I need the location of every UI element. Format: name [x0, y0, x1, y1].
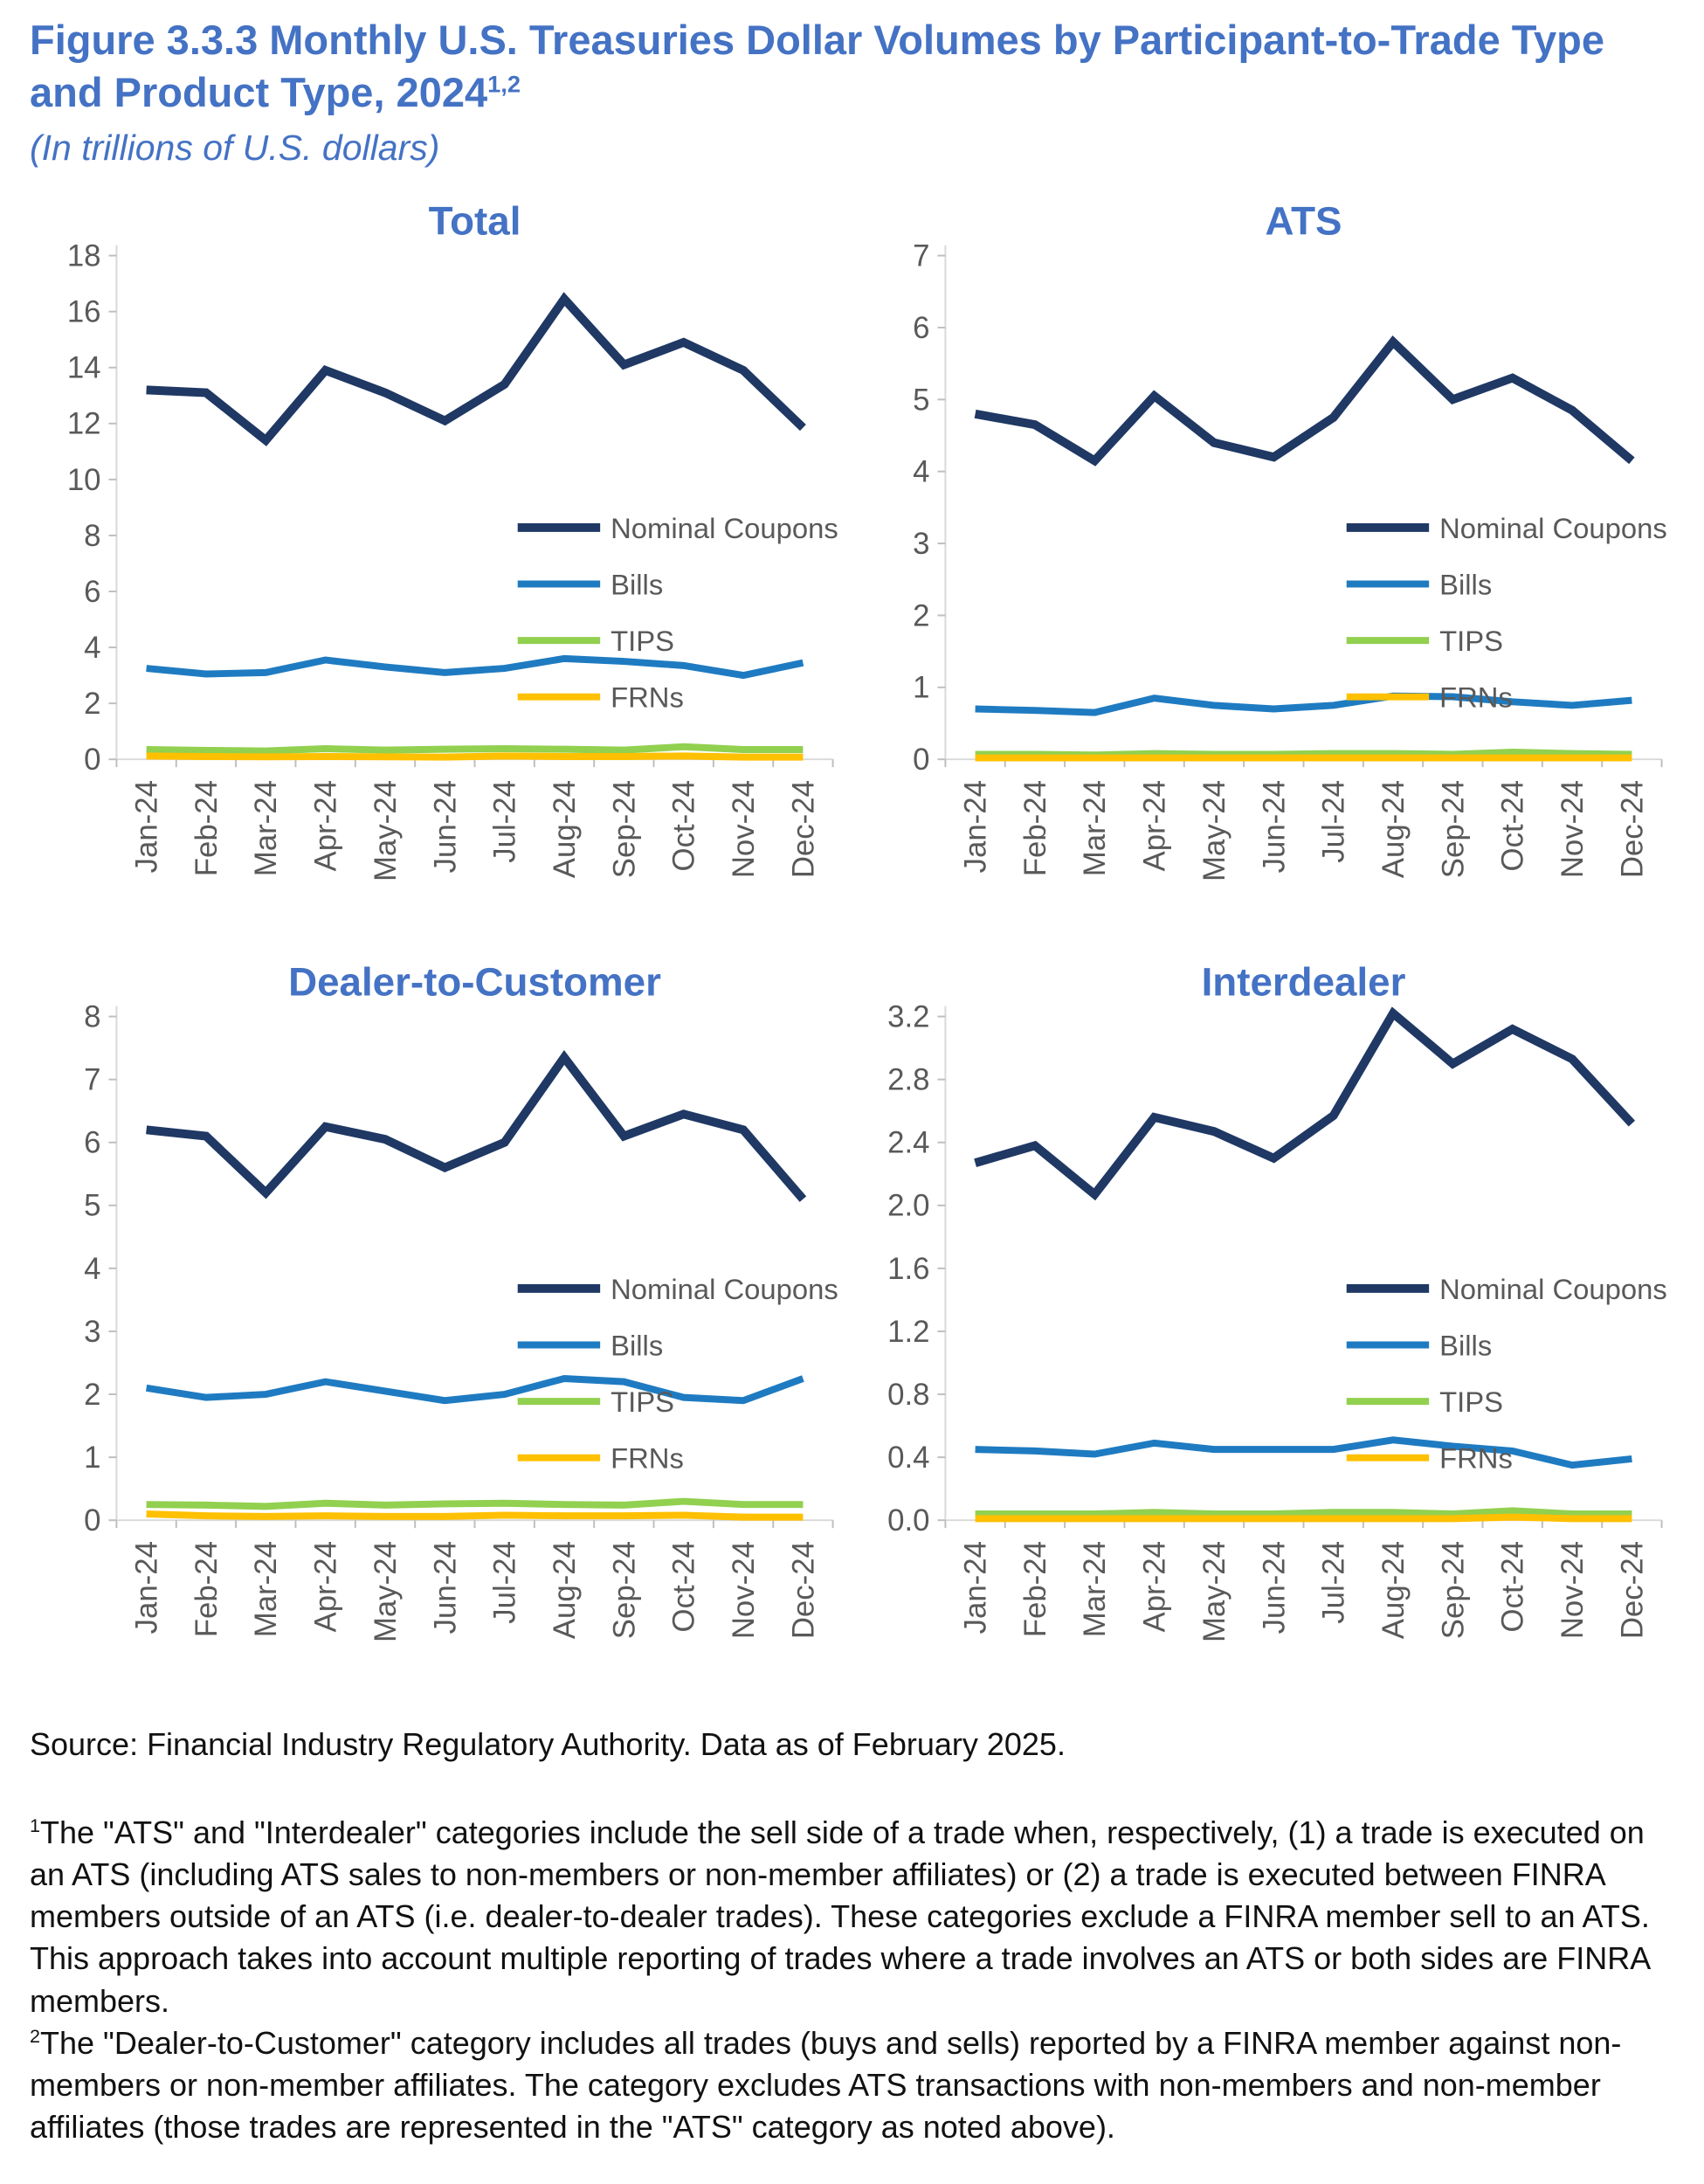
y-axis-tick-label: 3	[912, 528, 930, 562]
x-axis-label-nov-24: Nov-24	[727, 780, 761, 879]
y-axis-tick-label: 2.0	[886, 1190, 930, 1224]
footnote-1-text: The "ATS" and "Interdealer" categories include the sell side of a trade when, respectively, (1) a trade is executed on an ATS (including ATS sales to non-members or non-member affiliates) or (2) a trade is executed between FINRA members outside of an ATS (i.e. dealer-to-dealer trades). These categories exclude a FINRA member sell to an ATS. This approach takes into account multiple reporting of trades where a trade involves an ATS or both sides are FINRA members.	[30, 1814, 1650, 2019]
footnote-1	[30, 1812, 1674, 2022]
x-axis-label-nov-24: Nov-24	[727, 1541, 761, 1640]
x-axis-label-apr-24: Apr-24	[309, 1541, 343, 1633]
series-line-bills	[147, 659, 804, 675]
y-axis-tick-label: 0.4	[886, 1441, 930, 1476]
chart-dealer-to-customer-svg	[30, 956, 846, 1685]
source-line: Source: Financial Industry Regulatory Authority. Data as of February 2025.	[30, 1726, 1066, 1763]
x-axis-label-mar-24: Mar-24	[1078, 1541, 1112, 1638]
x-axis-label-feb-24: Feb-24	[190, 1541, 224, 1638]
x-axis-label-dec-24: Dec-24	[787, 1541, 821, 1640]
legend-label-frns: FRNs	[611, 1442, 684, 1476]
footnote-1-marker: 1	[30, 1814, 41, 1836]
chart-total	[30, 195, 846, 924]
x-axis-label-jun-24: Jun-24	[429, 1541, 463, 1635]
x-axis-label-feb-24: Feb-24	[1018, 1541, 1052, 1638]
legend-label-nominal-coupons: Nominal Coupons	[1438, 512, 1667, 545]
chart-dealer-to-customer	[30, 956, 846, 1685]
legend-label-frns: FRNs	[1438, 681, 1513, 714]
x-axis-label-jul-24: Jul-24	[488, 1541, 522, 1625]
y-axis-tick-label: 4	[84, 1253, 101, 1287]
x-axis-label-jan-24: Jan-24	[130, 1541, 164, 1635]
figure-title	[30, 14, 1674, 119]
x-axis-label-feb-24: Feb-24	[1018, 780, 1052, 877]
figure-header	[30, 14, 1674, 169]
footnote-2-text: The "Dealer-to-Customer" category includes all trades (buys and sells) reported by a FINRA member against non-members or non-member affiliates. The category excludes ATS transactions with non-members and non-member affiliates (those trades are represented in the "ATS" category as noted above).	[30, 2024, 1622, 2146]
x-axis-label-aug-24: Aug-24	[1376, 780, 1411, 879]
series-line-frns	[975, 1517, 1632, 1519]
chart-interdealer	[859, 956, 1675, 1685]
x-axis-label-nov-24: Nov-24	[1556, 1541, 1590, 1640]
legend-label-bills: Bills	[1438, 1329, 1492, 1362]
x-axis-label-oct-24: Oct-24	[1496, 780, 1530, 872]
legend-label-bills: Bills	[611, 1329, 664, 1362]
figure-subtitle: (In trillions of U.S. dollars)	[30, 128, 440, 169]
x-axis-label-jan-24: Jan-24	[959, 780, 993, 874]
series-line-nominal-coupons	[147, 1058, 804, 1199]
y-axis-tick-label: 2	[84, 1379, 101, 1413]
y-axis-tick-label: 8	[84, 520, 101, 554]
y-axis-tick-label: 7	[84, 1063, 101, 1097]
x-axis-label-jul-24: Jul-24	[488, 780, 522, 864]
chart-title-ats: ATS	[1264, 199, 1342, 245]
x-axis-label-jul-24: Jul-24	[1317, 780, 1351, 864]
chart-title-interdealer: Interdealer	[1201, 960, 1405, 1006]
x-axis-label-aug-24: Aug-24	[548, 1541, 582, 1640]
series-line-bills	[147, 1379, 804, 1400]
y-axis-tick-label: 1	[84, 1441, 101, 1476]
x-axis-label-sep-24: Sep-24	[1436, 1541, 1470, 1640]
y-axis-tick-label: 7	[912, 239, 930, 273]
legend-label-tips: TIPS	[1438, 625, 1503, 658]
y-axis-tick-label: 2.4	[886, 1127, 930, 1161]
y-axis-tick-label: 3.2	[886, 1000, 930, 1034]
x-axis-label-apr-24: Apr-24	[309, 780, 343, 872]
figure-title-line1: Figure 3.3.3 Monthly U.S. Treasuries Dollar Volumes by Participant-to-Trade Type	[30, 17, 1604, 63]
y-axis-tick-label: 6	[84, 576, 101, 610]
series-line-nominal-coupons	[975, 1013, 1632, 1194]
chart-ats-svg	[859, 195, 1675, 924]
y-axis-tick-label: 2	[84, 688, 101, 722]
legend-label-tips: TIPS	[611, 625, 674, 658]
legend-label-nominal-coupons: Nominal Coupons	[611, 512, 838, 545]
series-line-nominal-coupons	[147, 300, 804, 441]
x-axis-label-mar-24: Mar-24	[250, 1541, 284, 1638]
x-axis-label-dec-24: Dec-24	[1615, 1541, 1649, 1640]
legend-label-tips: TIPS	[1438, 1386, 1503, 1419]
x-axis-label-jan-24: Jan-24	[959, 1541, 993, 1635]
y-axis-tick-label: 16	[66, 295, 101, 329]
y-axis-tick-label: 1.6	[886, 1253, 930, 1287]
y-axis-tick-label: 2.8	[886, 1063, 930, 1097]
series-line-bills	[975, 696, 1632, 713]
figure-title-superscript: 1,2	[487, 70, 521, 98]
figure-footer	[30, 1724, 1674, 2148]
legend-label-bills: Bills	[611, 568, 664, 601]
figure-title-line2: and Product Type, 2024	[30, 69, 488, 116]
y-axis-tick-label: 6	[912, 312, 930, 346]
y-axis-tick-label: 3	[84, 1316, 101, 1350]
x-axis-label-sep-24: Sep-24	[608, 780, 642, 879]
x-axis-label-feb-24: Feb-24	[190, 780, 224, 877]
x-axis-label-oct-24: Oct-24	[667, 780, 701, 872]
x-axis-label-dec-24: Dec-24	[787, 780, 821, 879]
y-axis-tick-label: 0	[84, 1504, 101, 1538]
y-axis-tick-label: 5	[912, 384, 930, 418]
x-axis-label-may-24: May-24	[1197, 1541, 1231, 1643]
y-axis-tick-label: 5	[84, 1190, 101, 1224]
y-axis-tick-label: 0	[84, 743, 101, 778]
series-line-nominal-coupons	[975, 342, 1632, 461]
legend-label-frns: FRNs	[1438, 1442, 1513, 1476]
x-axis-label-jan-24: Jan-24	[130, 780, 164, 874]
legend-label-bills: Bills	[1438, 568, 1492, 601]
chart-title-total: Total	[428, 199, 521, 245]
x-axis-label-may-24: May-24	[369, 780, 403, 882]
chart-title-dealer-to-customer: Dealer-to-Customer	[288, 960, 661, 1006]
x-axis-label-sep-24: Sep-24	[1436, 780, 1470, 879]
legend-label-nominal-coupons: Nominal Coupons	[1438, 1273, 1667, 1306]
y-axis-tick-label: 4	[912, 455, 930, 489]
chart-total-svg	[30, 195, 846, 924]
y-axis-tick-label: 10	[66, 464, 101, 498]
x-axis-label-aug-24: Aug-24	[1376, 1541, 1411, 1640]
x-axis-label-mar-24: Mar-24	[250, 780, 284, 877]
y-axis-tick-label: 0	[912, 743, 930, 778]
series-line-tips	[147, 1502, 804, 1507]
y-axis-tick-label: 4	[84, 632, 101, 666]
x-axis-label-jun-24: Jun-24	[1257, 1541, 1291, 1635]
legend-label-nominal-coupons: Nominal Coupons	[611, 1273, 838, 1306]
x-axis-label-may-24: May-24	[369, 1541, 403, 1643]
y-axis-tick-label: 2	[912, 599, 930, 633]
x-axis-label-apr-24: Apr-24	[1138, 780, 1172, 872]
y-axis-tick-label: 18	[66, 239, 101, 273]
legend-label-tips: TIPS	[611, 1386, 674, 1419]
y-axis-tick-label: 0.0	[886, 1504, 930, 1538]
series-line-tips	[975, 1511, 1632, 1515]
x-axis-label-jul-24: Jul-24	[1317, 1541, 1351, 1625]
x-axis-label-mar-24: Mar-24	[1078, 780, 1112, 877]
y-axis-tick-label: 1.2	[886, 1316, 930, 1350]
x-axis-label-sep-24: Sep-24	[608, 1541, 642, 1640]
x-axis-label-aug-24: Aug-24	[548, 780, 582, 879]
x-axis-label-oct-24: Oct-24	[1496, 1541, 1530, 1633]
series-line-tips	[147, 747, 804, 751]
x-axis-label-jun-24: Jun-24	[429, 780, 463, 874]
x-axis-label-oct-24: Oct-24	[667, 1541, 701, 1633]
chart-interdealer-svg	[859, 956, 1675, 1685]
footnote-2	[30, 2022, 1674, 2149]
x-axis-label-may-24: May-24	[1197, 780, 1231, 882]
legend-label-frns: FRNs	[611, 681, 684, 714]
x-axis-label-nov-24: Nov-24	[1556, 780, 1590, 879]
y-axis-tick-label: 14	[66, 351, 101, 385]
y-axis-tick-label: 12	[66, 408, 101, 442]
series-line-frns	[147, 1514, 804, 1517]
x-axis-label-dec-24: Dec-24	[1615, 780, 1649, 879]
x-axis-label-apr-24: Apr-24	[1138, 1541, 1172, 1633]
footnote-2-marker: 2	[30, 2024, 41, 2047]
y-axis-tick-label: 1	[912, 672, 930, 706]
y-axis-tick-label: 0.8	[886, 1379, 930, 1413]
series-line-bills	[975, 1441, 1632, 1466]
x-axis-label-jun-24: Jun-24	[1257, 780, 1291, 874]
y-axis-tick-label: 8	[84, 1000, 101, 1034]
charts-grid	[30, 195, 1674, 1685]
chart-ats	[859, 195, 1675, 924]
y-axis-tick-label: 6	[84, 1127, 101, 1161]
